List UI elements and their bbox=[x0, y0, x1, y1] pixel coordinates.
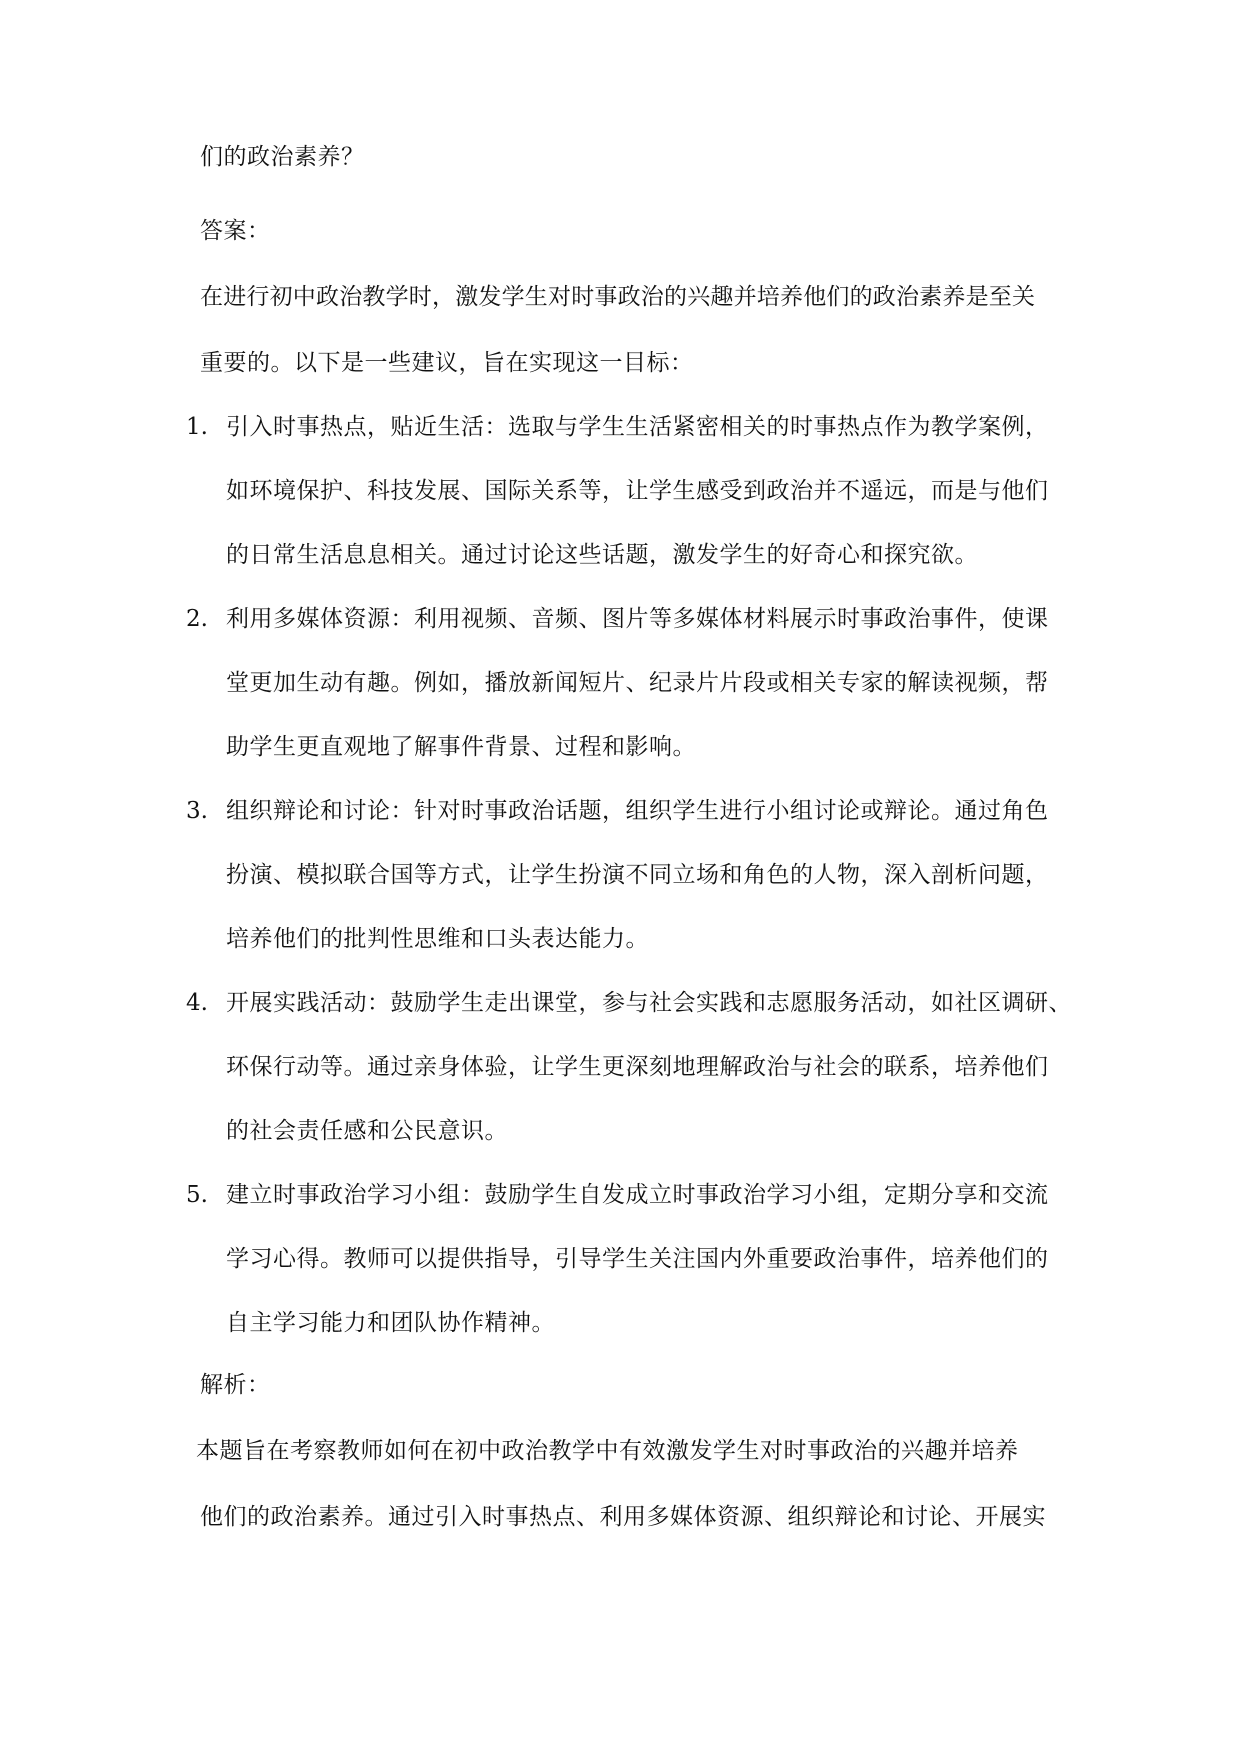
analysis-line-2: 他们的政治素养。通过引入时事热点、利用多媒体资源、组织辩论和讨论、开展实 bbox=[200, 1504, 1046, 1530]
item-1-line-1: 引入时事热点，贴近生活：选取与学生生活紧密相关的时事热点作为教学案例， bbox=[226, 414, 1049, 440]
item-5-line-1: 建立时事政治学习小组：鼓励学生自发成立时事政治学习小组，定期分享和交流 bbox=[226, 1182, 1049, 1208]
item-3-line-1: 组织辩论和讨论：针对时事政治话题，组织学生进行小组讨论或辩论。通过角色 bbox=[226, 798, 1049, 824]
answer-label: 答案： bbox=[200, 218, 271, 244]
analysis-label: 解析： bbox=[200, 1372, 271, 1398]
item-number-1: 1. bbox=[186, 414, 208, 440]
item-1-line-2: 如环境保护、科技发展、国际关系等，让学生感受到政治并不遥远，而是与他们 bbox=[226, 478, 1049, 504]
intro-line-2: 重要的。以下是一些建议，旨在实现这一目标： bbox=[200, 350, 694, 376]
item-2-line-1: 利用多媒体资源：利用视频、音频、图片等多媒体材料展示时事政治事件，使课 bbox=[226, 606, 1049, 632]
item-4-line-1: 开展实践活动：鼓励学生走出课堂，参与社会实践和志愿服务活动，如社区调研、 bbox=[226, 990, 1072, 1016]
item-2-line-3: 助学生更直观地了解事件背景、过程和影响。 bbox=[226, 734, 696, 760]
item-2-line-2: 堂更加生动有趣。例如，播放新闻短片、纪录片片段或相关专家的解读视频，帮 bbox=[226, 670, 1049, 696]
item-4-line-2: 环保行动等。通过亲身体验，让学生更深刻地理解政治与社会的联系，培养他们 bbox=[226, 1054, 1049, 1080]
item-1-line-3: 的日常生活息息相关。通过讨论这些话题，激发学生的好奇心和探究欲。 bbox=[226, 542, 978, 568]
item-number-5: 5. bbox=[186, 1182, 208, 1208]
item-3-line-3: 培养他们的批判性思维和口头表达能力。 bbox=[226, 926, 649, 952]
item-4-line-3: 的社会责任感和公民意识。 bbox=[226, 1118, 508, 1144]
item-number-2: 2. bbox=[186, 606, 208, 632]
item-number-4: 4. bbox=[186, 990, 208, 1016]
intro-line-1: 在进行初中政治教学时，激发学生对时事政治的兴趣并培养他们的政治素养是至关 bbox=[200, 284, 1036, 310]
analysis-line-1: 本题旨在考察教师如何在初中政治教学中有效激发学生对时事政治的兴趣并培养 bbox=[196, 1438, 1019, 1464]
item-3-line-2: 扮演、模拟联合国等方式，让学生扮演不同立场和角色的人物，深入剖析问题， bbox=[226, 862, 1049, 888]
item-5-line-3: 自主学习能力和团队协作精神。 bbox=[226, 1310, 555, 1336]
item-number-3: 3. bbox=[186, 798, 208, 824]
continuation-line: 们的政治素养？ bbox=[200, 144, 365, 170]
item-5-line-2: 学习心得。教师可以提供指导，引导学生关注国内外重要政治事件，培养他们的 bbox=[226, 1246, 1049, 1272]
